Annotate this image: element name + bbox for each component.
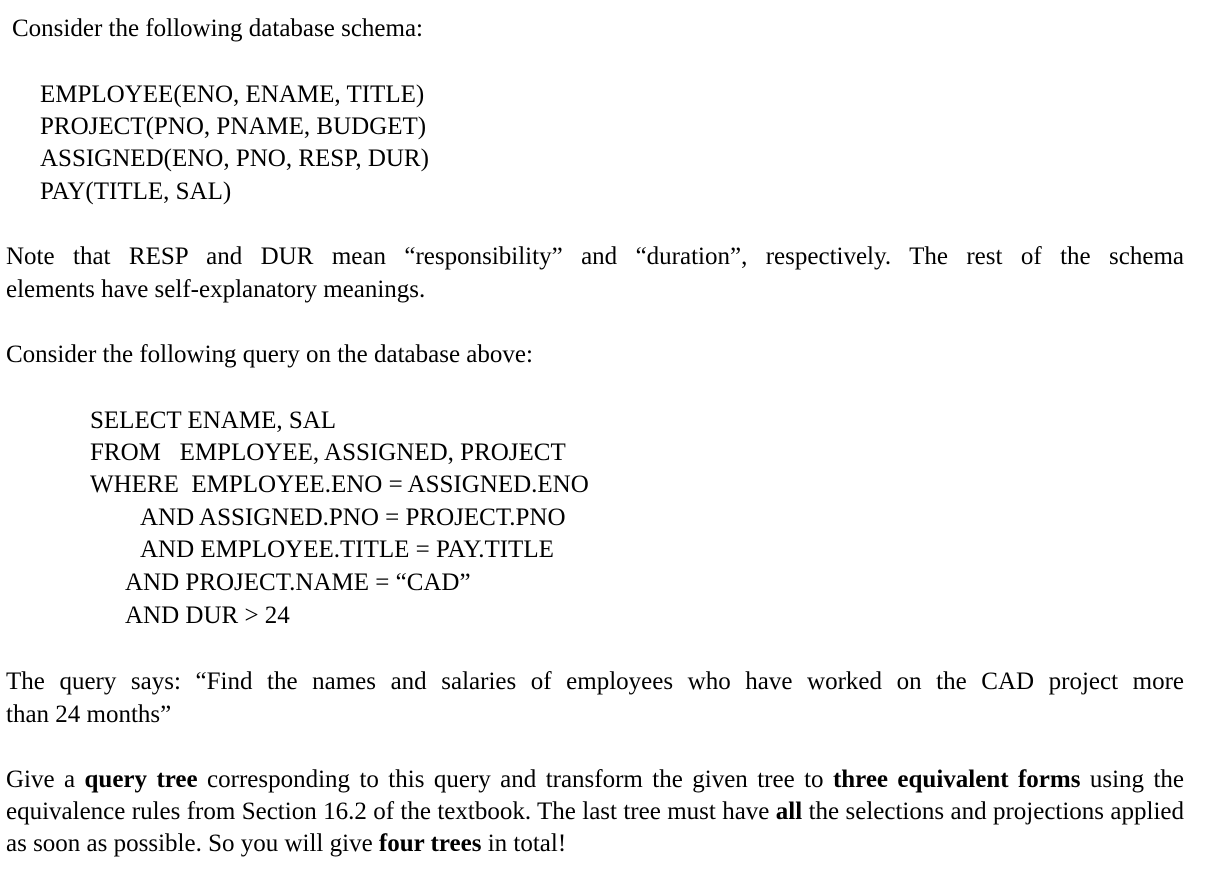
schema-assigned: ASSIGNED(ENO, PNO, RESP, DUR) — [40, 145, 429, 172]
intro-text: Consider the following database schema: — [12, 15, 423, 42]
task-bold-query-tree: query tree — [84, 766, 198, 793]
schema-pay: PAY(TITLE, SAL) — [40, 178, 232, 205]
task-text-4: the selections and projections applied as soon as possible. So you will give — [6, 798, 1185, 857]
query-from: FROM EMPLOYEE, ASSIGNED, PROJECT — [90, 439, 566, 466]
note-line-2: elements have self-explanatory meanings. — [6, 276, 426, 303]
query-and-name: AND PROJECT.NAME = “CAD” — [125, 569, 471, 596]
query-where: WHERE EMPLOYEE.ENO = ASSIGNED.ENO — [90, 471, 589, 498]
query-says-line-2: than 24 months” — [6, 701, 172, 728]
query-and-dur: AND DUR > 24 — [125, 602, 290, 629]
query-and-pno: AND ASSIGNED.PNO = PROJECT.PNO — [140, 504, 566, 531]
task-paragraph — [6, 764, 1184, 860]
query-says-line-1: The query says: “Find the names and salaries of employees who have worked on the CAD project more — [6, 668, 1184, 695]
query-and-title: AND EMPLOYEE.TITLE = PAY.TITLE — [140, 536, 554, 563]
task-text-1: Give a — [6, 766, 85, 793]
query-intro-text: Consider the following query on the database above: — [6, 341, 533, 368]
task-text-3: using the equivalence rules from Section 16.2 of the textbook. The last tree must have — [6, 766, 1184, 825]
task-text-5: in total! — [481, 830, 567, 857]
task-bold-four-trees: four trees — [378, 830, 482, 857]
task-text-2: corresponding to this query and transform the given tree to — [197, 766, 833, 793]
note-line-1: Note that RESP and DUR mean “responsibility” and “duration”, respectively. The rest of the schema — [6, 243, 1184, 270]
task-bold-three-forms: three equivalent forms — [832, 766, 1081, 793]
schema-project: PROJECT(PNO, PNAME, BUDGET) — [40, 113, 427, 140]
query-select: SELECT ENAME, SAL — [90, 407, 337, 434]
task-bold-all: all — [775, 798, 803, 825]
schema-employee: EMPLOYEE(ENO, ENAME, TITLE) — [40, 81, 425, 108]
